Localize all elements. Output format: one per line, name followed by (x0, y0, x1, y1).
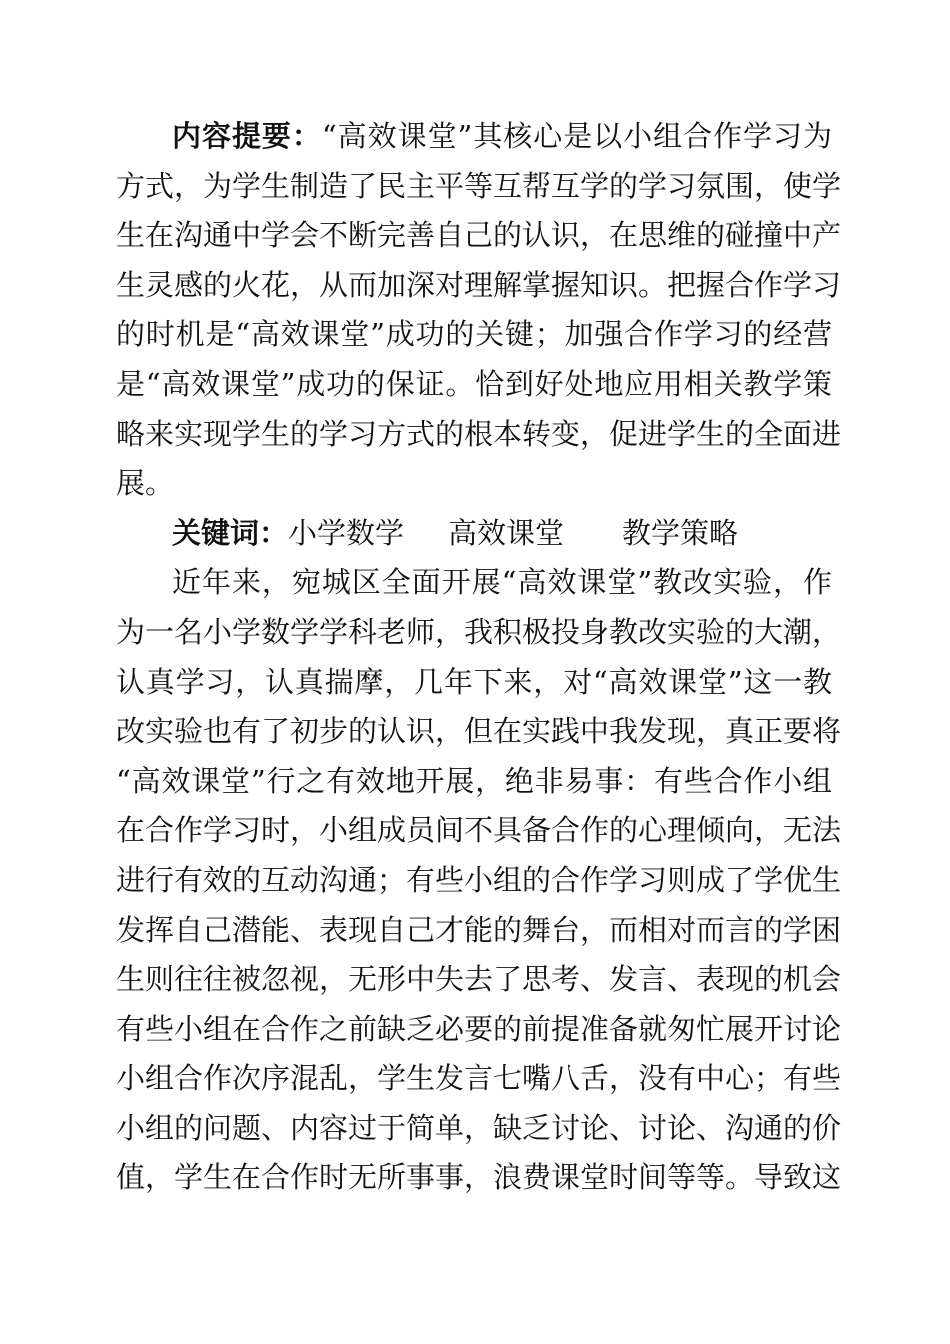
body-line: 小组合作次序混乱，学生发言七嘴八舌，没有中心；有些 (116, 1061, 842, 1096)
abstract-line-6: 是“高效课堂”成功的保证。恰到好处地应用相关教学策 (116, 366, 832, 401)
body-line: 小组的问题、内容过于简单，缺乏讨论、讨论、沟通的价 (116, 1110, 842, 1145)
body-line: 值，学生在合作时无所事事，浪费课堂时间等等。导致这 (116, 1160, 842, 1195)
abstract-line-2: 方式，为学生制造了民主平等互帮互学的学习氛围，使学 (116, 168, 842, 203)
body-line: 发挥自己潜能、表现自己才能的舞台，而相对而言的学困 (116, 912, 842, 947)
abstract-line-8: 展。 (116, 466, 175, 501)
keywords-line (116, 509, 832, 559)
body-line: “高效课堂”行之有效地开展，绝非易事：有些合作小组 (116, 763, 832, 798)
body-line: 认真学习，认真揣摩，几年下来，对“高效课堂”这一教 (116, 664, 832, 699)
keyword-item: 教学策略 (622, 515, 739, 550)
abstract-label: 内容提要： (172, 119, 322, 153)
body-line: 有些小组在合作之前缺乏必要的前提准备就匆忙展开讨论 (116, 1011, 842, 1046)
body-line: 生则往往被忽视，无形中失去了思考、发言、表现的机会 (116, 962, 842, 997)
abstract-line-4: 生灵感的火花，从而加深对理解掌握知识。把握合作学习 (116, 267, 842, 302)
abstract-paragraph (116, 112, 842, 509)
body-line: 在合作学习时，小组成员间不具备合作的心理倾向，无法 (116, 813, 842, 848)
body-paragraph (116, 558, 842, 1203)
abstract-line-3: 生在沟通中学会不断完善自己的认识，在思维的碰撞中产 (116, 218, 842, 253)
abstract-line-1 (116, 112, 832, 162)
abstract-line-5: 的时机是“高效课堂”成功的关键；加强合作学习的经营 (116, 317, 832, 352)
document-page (116, 112, 842, 1203)
body-line: 为一名小学数学学科老师，我积极投身教改实验的大潮， (116, 614, 842, 649)
body-line: 改实验也有了初步的认识，但在实践中我发现，真正要将 (116, 714, 842, 749)
keyword-item: 小学数学 (288, 515, 405, 550)
keyword-item: 高效课堂 (448, 515, 565, 550)
abstract-text: “高效课堂”其核心是以小组合作学习为 (321, 119, 832, 153)
body-line: 进行有效的互动沟通；有些小组的合作学习则成了学优生 (116, 862, 842, 897)
abstract-line-7: 略来实现学生的学习方式的根本转变，促进学生的全面进 (116, 416, 842, 451)
body-line: 近年来，宛城区全面开展“高效课堂”教改实验，作 (172, 565, 832, 600)
keywords-label: 关键词： (172, 515, 289, 550)
